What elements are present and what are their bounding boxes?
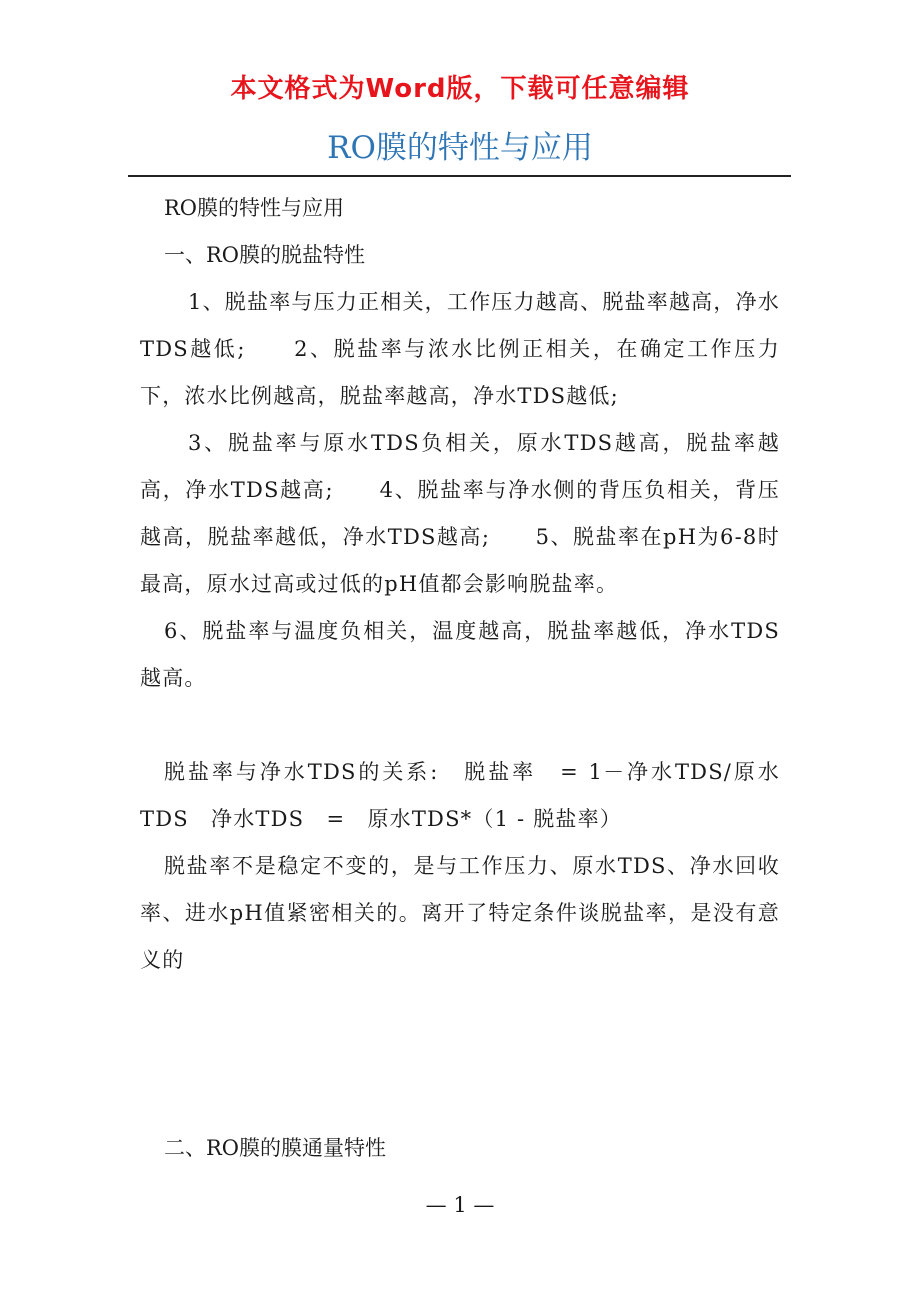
- paragraph-3: 6、脱盐率与温度负相关，温度越高，脱盐率越低，净水TDS越高。: [140, 619, 780, 690]
- blank-space: [140, 984, 780, 1125]
- blank-line: [140, 702, 780, 749]
- format-notice-banner: 本文格式为Word版，下载可任意编辑: [230, 74, 690, 104]
- header-rule: [128, 175, 791, 177]
- body-heading: RO膜的特性与应用: [164, 196, 345, 220]
- paragraph-2: 3、脱盐率与原水TDS负相关，原水TDS越高，脱盐率越高，净水TDS越高; 4、脱盐率与净水侧的背压负相关，背压越高，脱盐率越低，净水TDS越高; 5、脱盐率在pH为6-8时最高，原水过高或过低的pH值都会影响脱盐率。: [140, 431, 780, 596]
- page-number: — 1 —: [425, 1193, 495, 1217]
- document-body: [140, 185, 780, 1172]
- paragraph-4: 脱盐率不是稳定不变的，是与工作压力、原水TDS、净水回收率、进水pH值紧密相关的。离开了特定条件谈脱盐率，是没有意义的: [140, 854, 780, 972]
- paragraph-1: 1、脱盐率与压力正相关，工作压力越高、脱盐率越高，净水TDS越低; 2、脱盐率与浓水比例正相关，在确定工作压力下，浓水比例越高，脱盐率越高，净水TDS越低;: [140, 290, 780, 408]
- section-heading-1: 一、RO膜的脱盐特性: [164, 243, 366, 267]
- formula-paragraph: 脱盐率与净水TDS的关系: 脱盐率 = 1－净水TDS/原水TDS 净水TDS = 原水TDS*（1 - 脱盐率）: [140, 760, 780, 831]
- section-heading-2: 二、RO膜的膜通量特性: [164, 1136, 387, 1160]
- document-title: RO膜的特性与应用: [327, 130, 593, 166]
